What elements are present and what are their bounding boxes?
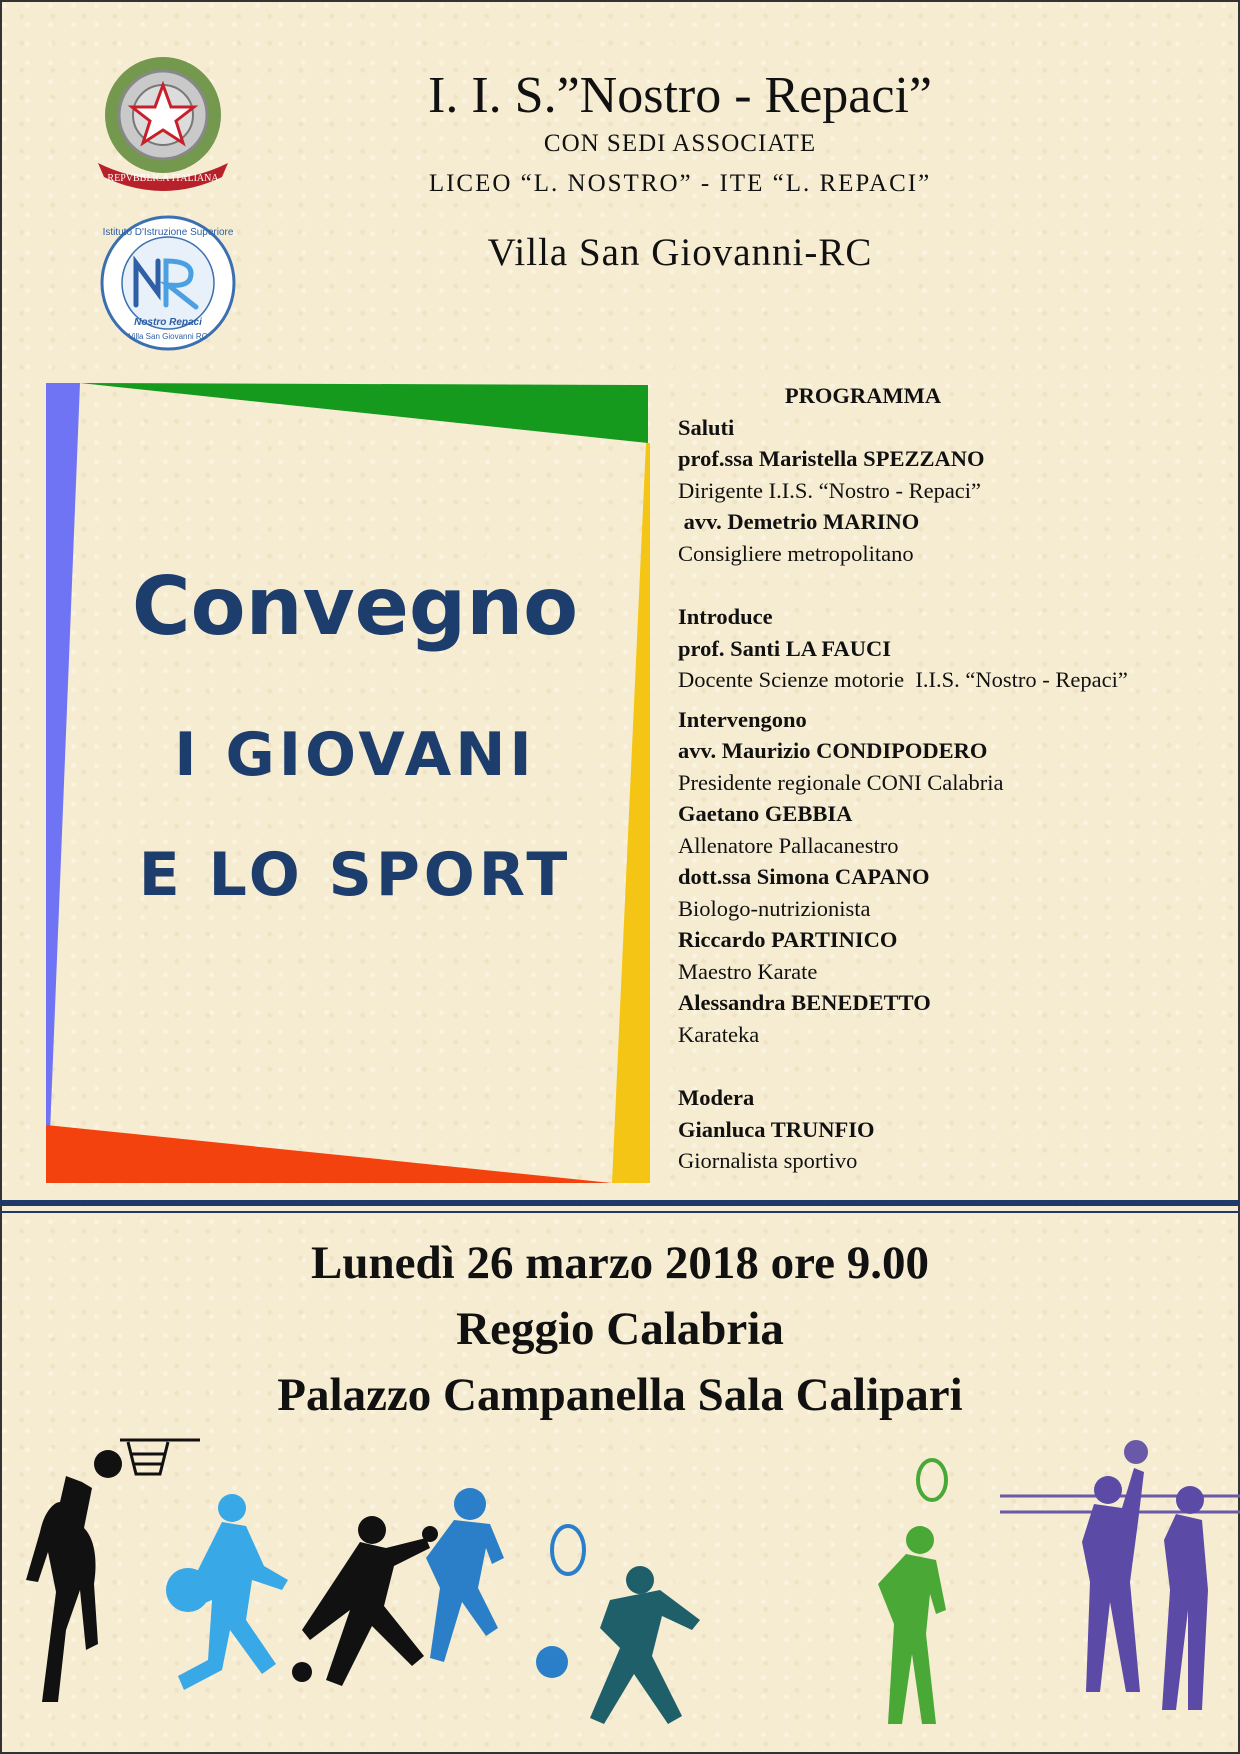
section-gap (678, 569, 1218, 601)
school-city: Villa San Giovanni-RC (487, 231, 873, 274)
svg-text:Istituto D'Istruzione Superior: Istituto D'Istruzione Superiore (102, 227, 234, 238)
program-role-line: Presidente regionale CONI Calabria (678, 769, 1004, 795)
program-name-line: avv. Demetrio MARINO (678, 509, 920, 534)
program-name-line: Alessandra BENEDETTO (678, 990, 931, 1015)
program-role-line: Karateka (678, 1021, 760, 1047)
goalkeeper-silhouette (590, 1566, 700, 1724)
event-venue: Palazzo Campanella Sala Calipari (277, 1369, 963, 1421)
event-date-time: Lunedì 26 marzo 2018 ore 9.00 (311, 1237, 929, 1289)
svg-text:REPVBBLICA ITALIANA: REPVBBLICA ITALIANA (107, 173, 219, 184)
green-tennis-player-silhouette (878, 1460, 946, 1724)
program-role-line: Maestro Karate (678, 958, 818, 984)
program-name-line: prof.ssa Maristella SPEZZANO (678, 446, 985, 471)
title-line-2: I GIOVANI (174, 720, 536, 790)
tennis-player-silhouette (426, 1488, 584, 1678)
separator-line (0, 1200, 1240, 1206)
program-name-line: Intervengono (678, 706, 807, 732)
repubblica-italiana-emblem (88, 45, 238, 195)
program-role-line: Consigliere metropolitano (678, 540, 914, 566)
program-body (678, 412, 1218, 1177)
associated-sites-label: CON SEDI ASSOCIATE (543, 130, 817, 157)
section-gap (678, 1050, 1218, 1082)
frame-right (612, 443, 650, 1183)
event-city: Reggio Calabria (456, 1303, 784, 1355)
program-heading: PROGRAMMA (784, 383, 942, 408)
basketball-player-silhouette (26, 1476, 98, 1702)
program-section (678, 380, 1218, 1177)
program-role-line: Dirigente I.I.S. “Nostro - Repaci” (678, 477, 982, 503)
basketball-runner-silhouette (166, 1494, 288, 1690)
program-name-line: Gianluca TRUNFIO (678, 1116, 875, 1142)
volleyball-players-silhouette (1082, 1468, 1208, 1710)
basketball-icon (94, 1450, 122, 1478)
separator-line-thin (0, 1211, 1240, 1213)
program-name-line: Introduce (678, 604, 773, 629)
program-role-line: Biologo-nutrizionista (678, 895, 871, 921)
school-name: I. I. S.”Nostro - Repaci” (428, 67, 932, 124)
svg-text:Villa San Giovanni RC: Villa San Giovanni RC (128, 332, 208, 341)
program-name-line: Gaetano GEBBIA (678, 801, 853, 826)
program-name-line: Modera (678, 1085, 755, 1110)
convegno-title: Convegno (131, 560, 579, 653)
school-logo (98, 213, 238, 353)
section-gap (678, 696, 1218, 704)
frame-left (46, 383, 80, 1183)
program-name-line: prof. Santi LA FAUCI (678, 635, 891, 661)
svg-text:Nostro Repaci: Nostro Repaci (134, 317, 202, 328)
associated-schools: LICEO “L. NOSTRO” - ITE “L. REPACI” (428, 170, 932, 197)
title-line-3: E LO SPORT (138, 840, 572, 910)
program-role-line: Docente Scienze motorie I.I.S. “Nostro - Repaci” (678, 667, 1128, 692)
program-name-line: avv. Maurizio CONDIPODERO (678, 738, 988, 763)
sports-silhouettes-illustration (0, 1430, 1240, 1754)
program-name-line: Saluti (678, 414, 735, 440)
table-tennis-player-silhouette (292, 1516, 438, 1686)
program-role-line: Allenatore Pallacanestro (678, 832, 899, 858)
program-name-line: dott.ssa Simona CAPANO (678, 864, 930, 889)
volleyball-icon (1124, 1440, 1148, 1464)
frame-top (80, 383, 648, 443)
basketball-hoop-icon (120, 1440, 200, 1474)
program-role-line: Giornalista sportivo (678, 1148, 858, 1173)
program-name-line: Riccardo PARTINICO (678, 927, 898, 952)
frame-bottom (46, 1125, 612, 1183)
